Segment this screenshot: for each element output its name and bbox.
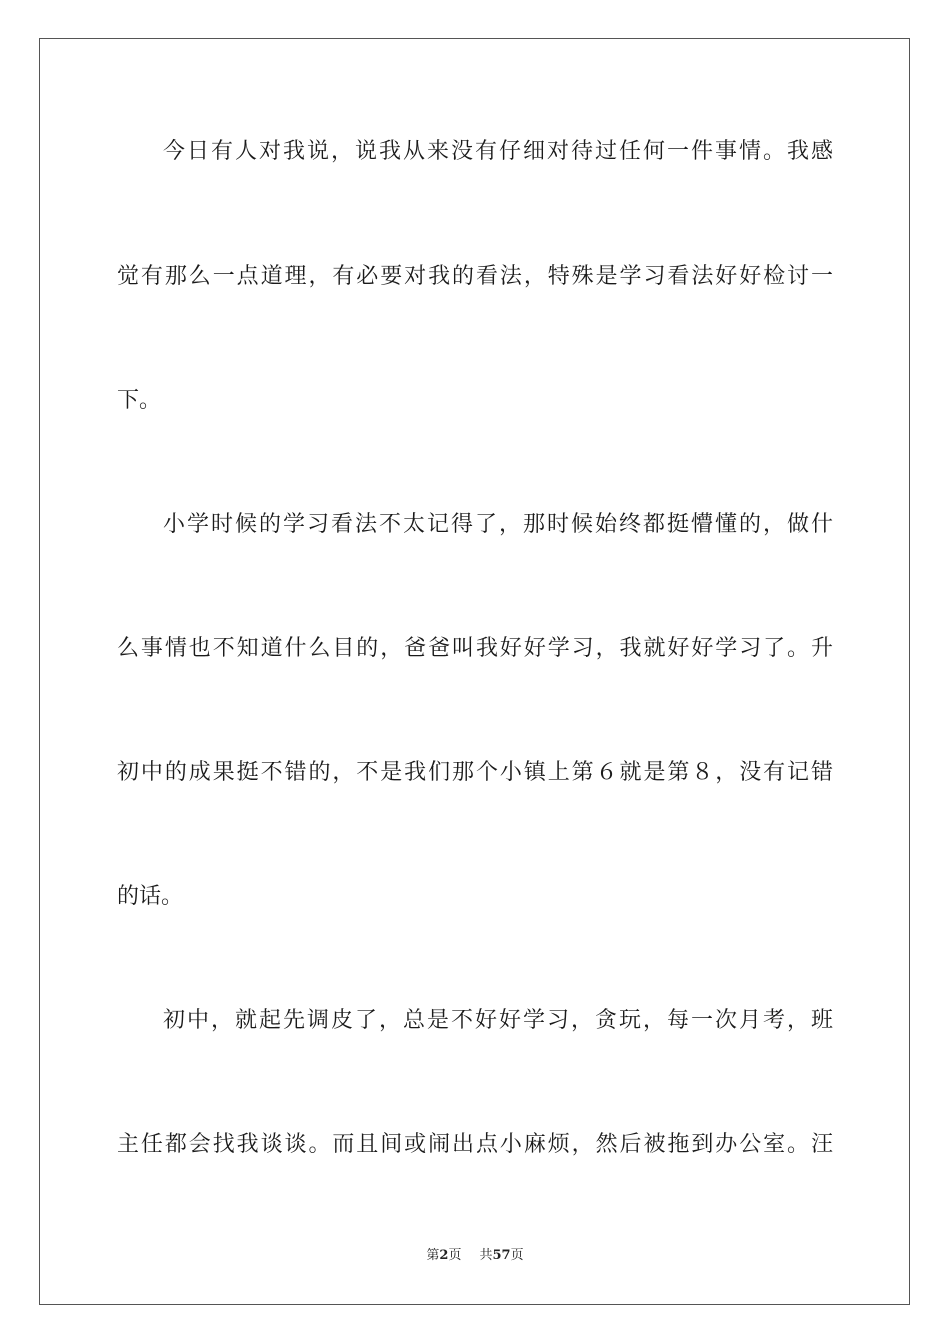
page-prefix: 第 (426, 1248, 440, 1263)
page-suffix: 页 (448, 1248, 462, 1263)
paragraph-2-line-3: 初中的成果挺不错的，不是我们那个小镇上第６就是第８，没有记错 (117, 760, 833, 785)
paragraph-3-line-2: 主任都会找我谈谈。而且间或闹出点小麻烦，然后被拖到办公室。汪 (117, 1132, 833, 1157)
paragraph-1-line-1: 今日有人对我说，说我从来没有仔细对待过任何一件事情。我感 (163, 139, 833, 164)
page-number: 2 (439, 1248, 449, 1263)
page-frame (39, 38, 910, 1305)
paragraph-1-line-2: 觉有那么一点道理，有必要对我的看法，特殊是学习看法好好检讨一 (117, 264, 833, 289)
page-footer (0, 1247, 950, 1265)
paragraph-1-line-3: 下。 (117, 388, 162, 413)
total-pages: 57 (492, 1248, 511, 1263)
total-prefix: 共 (479, 1248, 493, 1263)
paragraph-2-line-4: 的话。 (117, 884, 184, 909)
paragraph-3-line-1: 初中，就起先调皮了，总是不好好学习，贪玩，每一次月考，班 (163, 1008, 833, 1033)
total-suffix: 页 (510, 1248, 524, 1263)
paragraph-2-line-1: 小学时候的学习看法不太记得了，那时候始终都挺懵懂的，做什 (163, 512, 833, 537)
paragraph-2-line-2: 么事情也不知道什么目的，爸爸叫我好好学习，我就好好学习了。升 (117, 636, 833, 661)
